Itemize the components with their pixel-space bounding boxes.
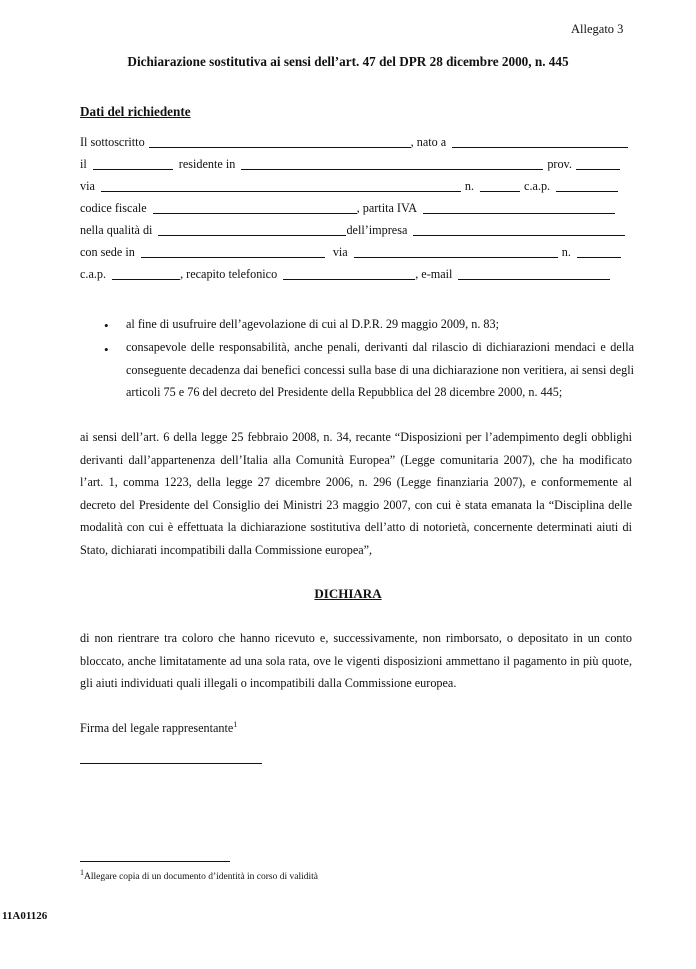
footnote-separator [80, 861, 230, 862]
province-field[interactable] [576, 157, 620, 170]
footnote [80, 868, 318, 882]
field-label: via [332, 245, 348, 259]
field-label: residente in [178, 157, 236, 171]
role-field[interactable] [158, 223, 346, 236]
form-line-6 [80, 244, 632, 260]
signature-label [80, 720, 237, 736]
footnote-mark: 1 [80, 868, 84, 877]
document-title: Dichiarazione sostitutiva ai sensi dell’art. 47 del DPR 28 dicembre 2000, n. 445 [127, 54, 569, 69]
field-label: , nato a [410, 135, 447, 149]
street-number-field[interactable] [480, 179, 520, 192]
field-label: , e-mail [415, 267, 453, 281]
field-label: c.a.p. [80, 267, 107, 281]
vat-number-field[interactable] [423, 201, 615, 214]
residence-field[interactable] [241, 157, 543, 170]
form-line-4 [80, 200, 632, 216]
name-field[interactable] [149, 135, 411, 148]
field-label: , partita IVA [356, 201, 418, 215]
tax-code-field[interactable] [153, 201, 357, 214]
headquarters-number-field[interactable] [577, 245, 621, 258]
field-label: il [80, 157, 87, 171]
company-field[interactable] [413, 223, 625, 236]
section-title-applicant: Dati del richiedente [80, 104, 191, 119]
annex-label: Allegato 3 [571, 22, 624, 36]
bullet-item: al fine di usufruire dell’agevolazione di cui al D.P.R. 29 maggio 2009, n. 83; [126, 317, 499, 331]
bullet-item: consapevole delle responsabilità, anche penali, derivanti dal rilascio di dichiarazioni mendaci e della conseguente decadenza dai benefici concessi sulla base di una dichiarazione non veritiera, ai sensi degli articoli 75 e 76 del decreto del Presidente della Repubblica del 28 dicembre 2000, n. 445; [126, 340, 634, 400]
field-label: n. [561, 245, 571, 259]
birthdate-field[interactable] [93, 157, 173, 170]
field-label: codice fiscale [80, 201, 147, 215]
field-label: , recapito telefonico [180, 267, 278, 281]
form-line-7 [80, 266, 632, 282]
bullet-icon: • [104, 318, 109, 333]
signature-label-text: Firma del legale rappresentante [80, 721, 234, 736]
headquarters-postcode-field[interactable] [112, 267, 180, 280]
headquarters-street-field[interactable] [354, 245, 558, 258]
field-label: via [80, 179, 95, 193]
form-line-1 [80, 134, 632, 150]
document-code: 11A01126 [2, 910, 48, 922]
phone-field[interactable] [283, 267, 415, 280]
bullet-icon: • [104, 342, 109, 357]
field-label: Il sottoscritto [80, 135, 145, 149]
field-label: n. [464, 179, 475, 193]
field-label: con sede in [80, 245, 135, 259]
premise-paragraph: ai sensi dell’art. 6 della legge 25 febbraio 2008, n. 34, recante “Disposizioni per l’adempimento degli obblighi derivanti dall’appartenenza dell’Italia alla Comunità Europea” (Legge comunitaria 2007), che ha modificato l’art. 1, comma 1223, della legge 27 dicembre 2006, n. 296 (Legge finanziaria 2007), e conformemente al decreto del Presidente del Consiglio dei Ministri 23 maggio 2007, con cui è stata emanata la “Disciplina delle modalità con cui è effettuata la dichiarazione sostitutiva dell’atto di notorietà, concernente determinati aiuti di Stato, dichiarati incompatibili dalla Commissione europea”, [80, 430, 632, 557]
field-label: prov. [547, 157, 572, 171]
signature-line[interactable] [80, 763, 262, 764]
field-label: nella qualità di [80, 223, 153, 237]
form-line-3 [80, 178, 632, 194]
form-line-2 [80, 156, 632, 172]
field-label: dell’impresa [346, 223, 408, 237]
declaration-heading: DICHIARA [314, 586, 382, 601]
birthplace-field[interactable] [452, 135, 628, 148]
email-field[interactable] [458, 267, 610, 280]
footnote-text: Allegare copia di un documento d’identità in corso di validità [84, 872, 319, 883]
street-field[interactable] [101, 179, 461, 192]
field-label: c.a.p. [524, 179, 551, 193]
declaration-text: di non rientrare tra coloro che hanno ricevuto e, successivamente, non rimborsato, o depositato in un conto bloccato, anche limitatamente ad una sola rata, ove le vigenti disposizioni ammettano il pagamento in più quote, gli aiuti individuati quali illegali o incompatibili dalla Commissione europea. [80, 631, 632, 691]
postcode-field[interactable] [556, 179, 618, 192]
form-line-5 [80, 222, 632, 238]
headquarters-city-field[interactable] [141, 245, 325, 258]
footnote-reference: 1 [233, 720, 238, 729]
